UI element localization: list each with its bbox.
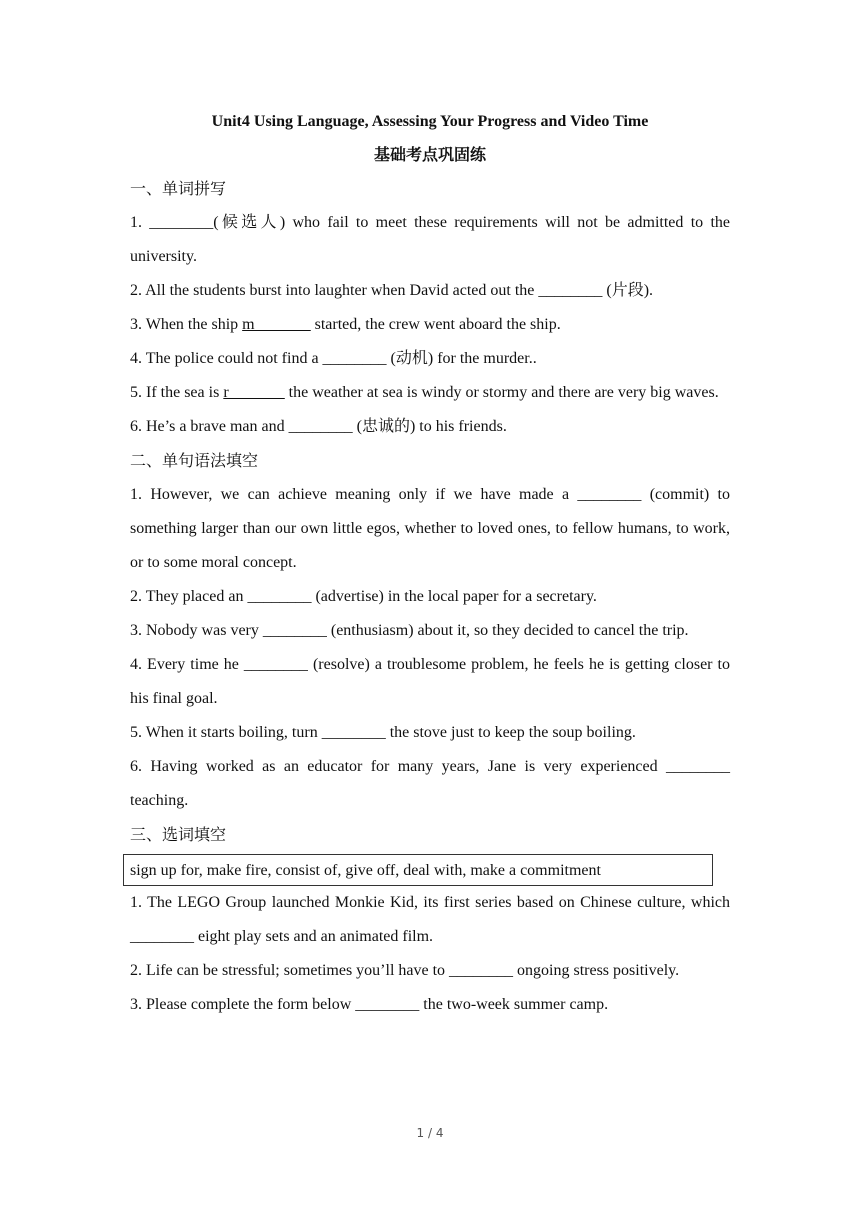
question-text: the weather at sea is windy or stormy and there are very big waves. [284,384,719,401]
question-item: 2. All the students burst into laughter when David acted out the ________ (片段). [130,282,654,299]
question-item: 2. Life can be stressful; sometimes you’ll have to ________ ongoing stress positively. [130,962,680,979]
question-text: 3. When the ship [130,316,243,333]
question-item [130,376,730,410]
question-text: started, the crew went aboard the ship. [310,316,561,333]
question-item: 3. Please complete the form below ________ the two-week summer camp. [130,996,609,1013]
document-page [130,106,730,1022]
document-title: Unit4 Using Language, Assessing Your Progress and Video Time [211,113,649,130]
underlined-hint: m_______ [242,316,311,333]
document-subtitle: 基础考点巩固练 [373,145,486,164]
question-item: 5. When it starts boiling, turn ________ the stove just to keep the soup boiling. [130,724,636,741]
question-text: 5. If the sea is [130,384,224,401]
question-item: 1. ________(候选人) who fail to meet these requirements will not be admitted to the university. [130,214,730,265]
word-bank-box: sign up for, make fire, consist of, give off, deal with, make a commitment [123,854,713,886]
section-heading: 三、选词填空 [130,825,227,844]
section-heading: 二、单句语法填空 [130,451,259,470]
question-item: 2. They placed an ________ (advertise) in the local paper for a secretary. [130,588,597,605]
question-item: 6. He’s a brave man and ________ (忠诚的) to his friends. [130,418,507,435]
question-item: 4. The police could not find a ________ (动机) for the murder.. [130,350,537,367]
question-item: 4. Every time he ________ (resolve) a troublesome problem, he feels he is getting closer to his final goal. [130,656,730,707]
question-item: 6. Having worked as an educator for many years, Jane is very experienced ________ teaching. [130,758,730,809]
underlined-hint: r_______ [223,384,285,401]
question-item: 1. However, we can achieve meaning only if we have made a ________ (commit) to something larger than our own little egos, whether to loved ones, to fellow humans, to work, or to some moral concept. [130,486,730,571]
page-number: 1 / 4 [416,1126,444,1140]
question-item: 3. Nobody was very ________ (enthusiasm) about it, so they decided to cancel the trip. [130,622,689,639]
question-item: 1. The LEGO Group launched Monkie Kid, its first series based on Chinese culture, which ________ eight play sets and an animated film. [130,894,730,945]
section-heading: 一、单词拼写 [130,179,227,198]
question-item [130,308,730,342]
